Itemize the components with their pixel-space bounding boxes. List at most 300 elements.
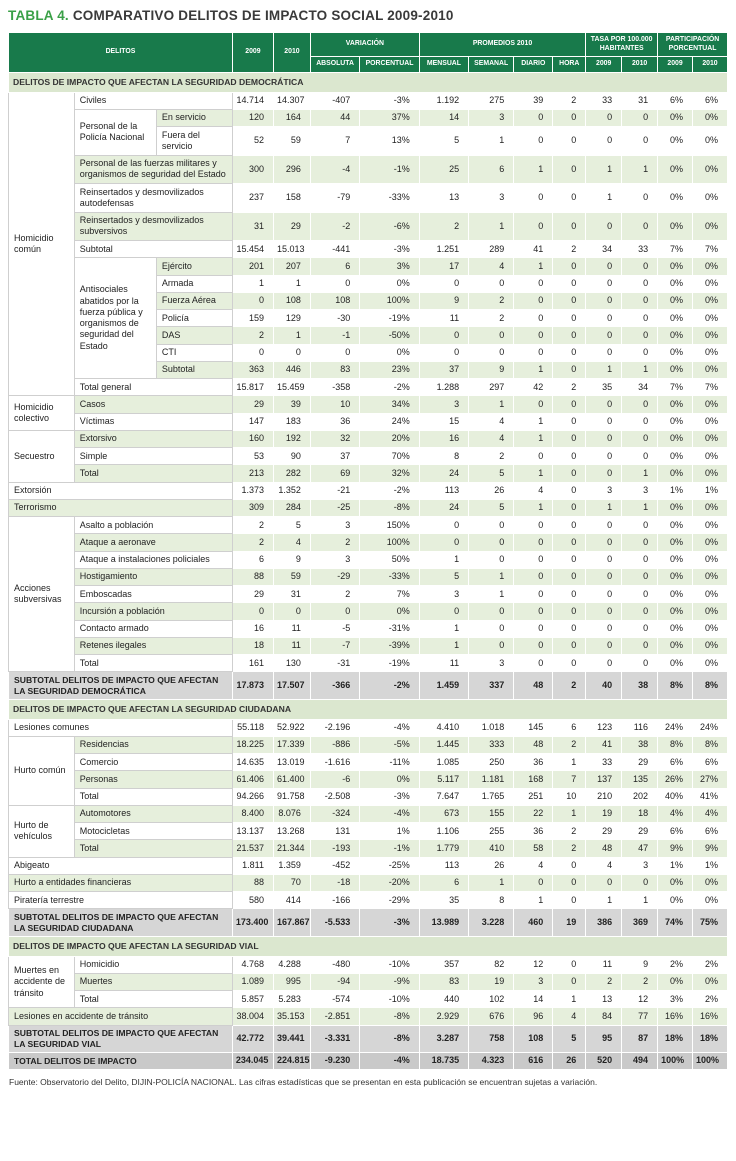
value-cell: -441 bbox=[310, 241, 359, 258]
value-cell: 0 bbox=[622, 275, 658, 292]
value-cell: 0 bbox=[553, 637, 586, 654]
grand-total-label: TOTAL DELITOS DE IMPACTO bbox=[9, 1052, 233, 1069]
value-cell: -33% bbox=[360, 184, 420, 213]
value-cell: 33 bbox=[622, 241, 658, 258]
value-cell: 0 bbox=[622, 874, 658, 891]
row-label: Retenes ilegales bbox=[74, 637, 232, 654]
value-cell: 0 bbox=[586, 620, 622, 637]
value-cell: 0 bbox=[469, 551, 514, 568]
value-cell: 1.192 bbox=[419, 92, 468, 109]
data-row bbox=[9, 109, 728, 126]
value-cell: 0% bbox=[692, 155, 727, 184]
value-cell: 15.013 bbox=[273, 241, 310, 258]
value-cell: 6% bbox=[658, 823, 693, 840]
page-title bbox=[8, 8, 728, 23]
value-cell: 13 bbox=[419, 184, 468, 213]
value-cell: 58 bbox=[514, 840, 553, 857]
value-cell: 2 bbox=[553, 823, 586, 840]
value-cell: 255 bbox=[469, 823, 514, 840]
row-label: Reinsertados y desmovilizados autodefensas bbox=[74, 184, 232, 213]
value-cell: 35.153 bbox=[273, 1008, 310, 1025]
value-cell: 0% bbox=[692, 655, 727, 672]
value-cell: 0 bbox=[514, 534, 553, 551]
section-title: DELITOS DE IMPACTO QUE AFECTAN LA SEGURIDAD CIUDADANA bbox=[9, 699, 728, 719]
value-cell: 0 bbox=[586, 344, 622, 361]
data-row bbox=[9, 379, 728, 396]
value-cell: 0 bbox=[622, 212, 658, 241]
value-cell: 0 bbox=[553, 396, 586, 413]
value-cell: 0 bbox=[514, 327, 553, 344]
row-label: Contacto armado bbox=[74, 620, 232, 637]
value-cell: -6 bbox=[310, 771, 359, 788]
value-cell: 1 bbox=[553, 805, 586, 822]
value-cell: 5.283 bbox=[273, 991, 310, 1008]
data-row bbox=[9, 620, 728, 637]
value-cell: 108 bbox=[273, 292, 310, 309]
value-cell: 0% bbox=[692, 517, 727, 534]
value-cell: 0 bbox=[514, 127, 553, 156]
value-cell: 0% bbox=[692, 465, 727, 482]
data-row bbox=[9, 430, 728, 447]
value-cell: 9% bbox=[692, 840, 727, 857]
value-cell: 6 bbox=[469, 155, 514, 184]
row-label: Hostigamiento bbox=[74, 568, 232, 585]
value-cell: 0 bbox=[586, 586, 622, 603]
value-cell: 14.714 bbox=[232, 92, 273, 109]
subtotal-value: 1.459 bbox=[419, 672, 468, 699]
value-cell: -8% bbox=[360, 1008, 420, 1025]
value-cell: 2% bbox=[692, 956, 727, 973]
value-cell: 37% bbox=[360, 109, 420, 126]
subtotal-value: 386 bbox=[586, 909, 622, 936]
section-title: DELITOS DE IMPACTO QUE AFECTAN LA SEGURIDAD VIAL bbox=[9, 936, 728, 956]
value-cell: 13 bbox=[586, 991, 622, 1008]
value-cell: 36 bbox=[310, 413, 359, 430]
value-cell: 26% bbox=[658, 771, 693, 788]
value-cell: 0 bbox=[514, 448, 553, 465]
value-cell: 26 bbox=[469, 482, 514, 499]
value-cell: 1 bbox=[419, 620, 468, 637]
value-cell: 0% bbox=[692, 310, 727, 327]
value-cell: 113 bbox=[419, 482, 468, 499]
subtotal-value: 108 bbox=[514, 1025, 553, 1052]
value-cell: 1 bbox=[273, 275, 310, 292]
value-cell: -2.851 bbox=[310, 1008, 359, 1025]
value-cell: 5 bbox=[469, 499, 514, 516]
value-cell: 0 bbox=[232, 292, 273, 309]
row-label: Hurto a entidades financieras bbox=[9, 874, 233, 891]
value-cell: 83 bbox=[310, 361, 359, 378]
value-cell: 0 bbox=[553, 973, 586, 990]
value-cell: 40% bbox=[658, 788, 693, 805]
value-cell: 1 bbox=[586, 361, 622, 378]
value-cell: -1% bbox=[360, 840, 420, 857]
value-cell: 6% bbox=[692, 823, 727, 840]
row-label: Subtotal bbox=[74, 241, 232, 258]
value-cell: 10 bbox=[553, 788, 586, 805]
row-label: Extorsivo bbox=[74, 430, 232, 447]
value-cell: 0 bbox=[622, 413, 658, 430]
value-cell: 1 bbox=[469, 212, 514, 241]
value-cell: 0 bbox=[514, 184, 553, 213]
value-cell: 1% bbox=[692, 857, 727, 874]
value-cell: 9% bbox=[658, 840, 693, 857]
value-cell: 0 bbox=[553, 212, 586, 241]
value-cell: 0 bbox=[514, 655, 553, 672]
value-cell: 24 bbox=[419, 465, 468, 482]
value-cell: 296 bbox=[273, 155, 310, 184]
value-cell: 0 bbox=[469, 344, 514, 361]
value-cell: 0 bbox=[586, 275, 622, 292]
value-cell: -31% bbox=[360, 620, 420, 637]
value-cell: 4 bbox=[469, 413, 514, 430]
data-row bbox=[9, 754, 728, 771]
data-row bbox=[9, 396, 728, 413]
subtotal-value: 8% bbox=[692, 672, 727, 699]
value-cell: 160 bbox=[232, 430, 273, 447]
value-cell: 0% bbox=[658, 874, 693, 891]
value-cell: 192 bbox=[273, 430, 310, 447]
grand-total-value: 4.323 bbox=[469, 1052, 514, 1069]
value-cell: 0% bbox=[658, 551, 693, 568]
value-cell: 1 bbox=[586, 155, 622, 184]
value-cell: 94.266 bbox=[232, 788, 273, 805]
row-label: Muertes en accidente de tránsito bbox=[9, 956, 75, 1008]
col-porcentual: PORCENTUAL bbox=[360, 57, 420, 73]
row-label: Secuestro bbox=[9, 430, 75, 482]
value-cell: 11 bbox=[419, 655, 468, 672]
value-cell: 1 bbox=[622, 361, 658, 378]
value-cell: 29 bbox=[232, 396, 273, 413]
value-cell: 0 bbox=[622, 551, 658, 568]
value-cell: 1.811 bbox=[232, 857, 273, 874]
value-cell: 0% bbox=[692, 212, 727, 241]
value-cell: 275 bbox=[469, 92, 514, 109]
value-cell: 0 bbox=[469, 517, 514, 534]
value-cell: 1 bbox=[419, 551, 468, 568]
subtotal-value: 173.400 bbox=[232, 909, 273, 936]
value-cell: 1 bbox=[514, 892, 553, 909]
value-cell: 17 bbox=[419, 258, 468, 275]
value-cell: 0 bbox=[419, 275, 468, 292]
col-mensual: MENSUAL bbox=[419, 57, 468, 73]
value-cell: -19% bbox=[360, 310, 420, 327]
value-cell: 0 bbox=[622, 344, 658, 361]
value-cell: 9 bbox=[469, 361, 514, 378]
value-cell: 0 bbox=[586, 568, 622, 585]
value-cell: 9 bbox=[622, 956, 658, 973]
value-cell: 0 bbox=[586, 874, 622, 891]
value-cell: 6% bbox=[658, 754, 693, 771]
value-cell: 150% bbox=[360, 517, 420, 534]
data-row bbox=[9, 603, 728, 620]
subtotal-value: 87 bbox=[622, 1025, 658, 1052]
value-cell: 410 bbox=[469, 840, 514, 857]
value-cell: -2.508 bbox=[310, 788, 359, 805]
value-cell: 0% bbox=[692, 568, 727, 585]
value-cell: -9% bbox=[360, 973, 420, 990]
row-label: Hurto de vehículos bbox=[9, 805, 75, 857]
value-cell: 35 bbox=[419, 892, 468, 909]
row-label: En servicio bbox=[156, 109, 232, 126]
data-row bbox=[9, 840, 728, 857]
value-cell: 0 bbox=[586, 413, 622, 430]
value-cell: 123 bbox=[586, 719, 622, 736]
subtotal-value: -5.533 bbox=[310, 909, 359, 936]
value-cell: 0% bbox=[658, 327, 693, 344]
value-cell: 23% bbox=[360, 361, 420, 378]
value-cell: 0% bbox=[692, 361, 727, 378]
value-cell: -50% bbox=[360, 327, 420, 344]
row-label: Total bbox=[74, 840, 232, 857]
value-cell: 1 bbox=[514, 258, 553, 275]
value-cell: 37 bbox=[419, 361, 468, 378]
value-cell: 24% bbox=[692, 719, 727, 736]
data-row bbox=[9, 517, 728, 534]
value-cell: 0% bbox=[658, 655, 693, 672]
data-row bbox=[9, 155, 728, 184]
row-label: Ataque a aeronave bbox=[74, 534, 232, 551]
value-cell: 31 bbox=[232, 212, 273, 241]
value-cell: 9 bbox=[273, 551, 310, 568]
crime-comparison-table bbox=[8, 32, 728, 1070]
value-cell: 284 bbox=[273, 499, 310, 516]
data-row bbox=[9, 241, 728, 258]
header-row-groups bbox=[9, 33, 728, 57]
value-cell: -33% bbox=[360, 568, 420, 585]
data-row bbox=[9, 655, 728, 672]
value-cell: 24% bbox=[360, 413, 420, 430]
col-tasa-2009: 2009 bbox=[586, 57, 622, 73]
value-cell: 3 bbox=[419, 396, 468, 413]
value-cell: 18.225 bbox=[232, 736, 273, 753]
subtotal-value: 13.989 bbox=[419, 909, 468, 936]
value-cell: 0% bbox=[658, 310, 693, 327]
value-cell: 17.339 bbox=[273, 736, 310, 753]
value-cell: 0 bbox=[553, 857, 586, 874]
value-cell: 0 bbox=[586, 327, 622, 344]
value-cell: 0 bbox=[553, 874, 586, 891]
value-cell: 0 bbox=[553, 465, 586, 482]
value-cell: 108 bbox=[310, 292, 359, 309]
value-cell: 14.635 bbox=[232, 754, 273, 771]
value-cell: 3 bbox=[469, 109, 514, 126]
data-row bbox=[9, 92, 728, 109]
col-group-promedios: PROMEDIOS 2010 bbox=[419, 33, 585, 57]
value-cell: 202 bbox=[622, 788, 658, 805]
data-row bbox=[9, 482, 728, 499]
value-cell: 20% bbox=[360, 430, 420, 447]
row-label: Extorsión bbox=[9, 482, 233, 499]
value-cell: 0 bbox=[469, 275, 514, 292]
value-cell: 3% bbox=[360, 258, 420, 275]
value-cell: 102 bbox=[469, 991, 514, 1008]
value-cell: 3 bbox=[469, 184, 514, 213]
value-cell: 100% bbox=[360, 292, 420, 309]
subtotal-value: 2 bbox=[553, 672, 586, 699]
subtotal-row bbox=[9, 909, 728, 936]
value-cell: 15.817 bbox=[232, 379, 273, 396]
grand-total-value: 18.735 bbox=[419, 1052, 468, 1069]
value-cell: 15.459 bbox=[273, 379, 310, 396]
value-cell: 1.779 bbox=[419, 840, 468, 857]
section-title: DELITOS DE IMPACTO QUE AFECTAN LA SEGURIDAD DEMOCRÁTICA bbox=[9, 72, 728, 92]
value-cell: 0% bbox=[658, 212, 693, 241]
value-cell: 3 bbox=[622, 482, 658, 499]
row-label: Fuera del servicio bbox=[156, 127, 232, 156]
value-cell: -29 bbox=[310, 568, 359, 585]
value-cell: 446 bbox=[273, 361, 310, 378]
value-cell: 8% bbox=[692, 736, 727, 753]
value-cell: 289 bbox=[469, 241, 514, 258]
value-cell: 414 bbox=[273, 892, 310, 909]
value-cell: 42 bbox=[514, 379, 553, 396]
value-cell: 0% bbox=[658, 155, 693, 184]
value-cell: 0% bbox=[658, 603, 693, 620]
value-cell: 0% bbox=[658, 586, 693, 603]
value-cell: 11 bbox=[586, 956, 622, 973]
value-cell: -11% bbox=[360, 754, 420, 771]
value-cell: 2 bbox=[419, 212, 468, 241]
value-cell: 0% bbox=[658, 361, 693, 378]
value-cell: 0% bbox=[692, 292, 727, 309]
value-cell: 0 bbox=[514, 620, 553, 637]
value-cell: 0 bbox=[553, 448, 586, 465]
row-label: Automotores bbox=[74, 805, 232, 822]
table-number: TABLA 4. bbox=[8, 8, 69, 23]
value-cell: 41% bbox=[692, 788, 727, 805]
table-body bbox=[9, 72, 728, 1069]
value-cell: -1.616 bbox=[310, 754, 359, 771]
subtotal-value: 18% bbox=[692, 1025, 727, 1052]
col-2010: 2010 bbox=[273, 33, 310, 73]
value-cell: 2% bbox=[658, 956, 693, 973]
row-label: Emboscadas bbox=[74, 586, 232, 603]
section-header-row bbox=[9, 936, 728, 956]
value-cell: -193 bbox=[310, 840, 359, 857]
value-cell: 48 bbox=[586, 840, 622, 857]
value-cell: 48 bbox=[514, 736, 553, 753]
value-cell: 0 bbox=[553, 155, 586, 184]
value-cell: 38 bbox=[622, 736, 658, 753]
value-cell: 0 bbox=[232, 344, 273, 361]
value-cell: 6 bbox=[553, 719, 586, 736]
subtotal-value: 18% bbox=[658, 1025, 693, 1052]
value-cell: -20% bbox=[360, 874, 420, 891]
value-cell: 0 bbox=[586, 465, 622, 482]
value-cell: 0 bbox=[419, 517, 468, 534]
subtotal-value: 369 bbox=[622, 909, 658, 936]
value-cell: 0% bbox=[360, 275, 420, 292]
value-cell: 1.089 bbox=[232, 973, 273, 990]
value-cell: 0 bbox=[622, 586, 658, 603]
value-cell: 0% bbox=[658, 973, 693, 990]
value-cell: 90 bbox=[273, 448, 310, 465]
row-label: Total general bbox=[74, 379, 232, 396]
subtotal-value: 17.873 bbox=[232, 672, 273, 699]
subtotal-value: 75% bbox=[692, 909, 727, 936]
value-cell: 2 bbox=[553, 241, 586, 258]
value-cell: 2.929 bbox=[419, 1008, 468, 1025]
row-label: Fuerza Aérea bbox=[156, 292, 232, 309]
value-cell: 0 bbox=[622, 603, 658, 620]
value-cell: 4.288 bbox=[273, 956, 310, 973]
value-cell: 0 bbox=[553, 568, 586, 585]
value-cell: 0 bbox=[469, 327, 514, 344]
value-cell: 2 bbox=[622, 973, 658, 990]
value-cell: -25 bbox=[310, 499, 359, 516]
value-cell: 6% bbox=[692, 754, 727, 771]
value-cell: 0 bbox=[553, 327, 586, 344]
value-cell: 0 bbox=[622, 620, 658, 637]
subtotal-value: 460 bbox=[514, 909, 553, 936]
subtotal-value: -2% bbox=[360, 672, 420, 699]
data-row bbox=[9, 736, 728, 753]
value-cell: 1.373 bbox=[232, 482, 273, 499]
value-cell: -358 bbox=[310, 379, 359, 396]
value-cell: 8.076 bbox=[273, 805, 310, 822]
data-row bbox=[9, 586, 728, 603]
value-cell: 2 bbox=[232, 534, 273, 551]
value-cell: 4.410 bbox=[419, 719, 468, 736]
value-cell: 0 bbox=[622, 534, 658, 551]
data-row bbox=[9, 212, 728, 241]
row-label: Subtotal bbox=[156, 361, 232, 378]
value-cell: 0 bbox=[553, 127, 586, 156]
value-cell: 1.085 bbox=[419, 754, 468, 771]
value-cell: 0 bbox=[586, 603, 622, 620]
value-cell: -2% bbox=[360, 379, 420, 396]
value-cell: 0% bbox=[692, 637, 727, 654]
value-cell: 1 bbox=[514, 361, 553, 378]
value-cell: 4 bbox=[273, 534, 310, 551]
value-cell: 1 bbox=[514, 430, 553, 447]
value-cell: 34 bbox=[586, 241, 622, 258]
value-cell: -1 bbox=[310, 327, 359, 344]
value-cell: 145 bbox=[514, 719, 553, 736]
value-cell: 0 bbox=[273, 603, 310, 620]
value-cell: 39 bbox=[514, 92, 553, 109]
value-cell: 0% bbox=[658, 499, 693, 516]
subtotal-value: -8% bbox=[360, 1025, 420, 1052]
value-cell: 0 bbox=[586, 310, 622, 327]
grand-total-value: -4% bbox=[360, 1052, 420, 1069]
row-label: Incursión a población bbox=[74, 603, 232, 620]
value-cell: 0% bbox=[658, 127, 693, 156]
subtotal-value: -3% bbox=[360, 909, 420, 936]
row-label: Total bbox=[74, 465, 232, 482]
row-label: Homicidio bbox=[74, 956, 232, 973]
data-row bbox=[9, 448, 728, 465]
value-cell: 0 bbox=[514, 344, 553, 361]
row-label: Residencias bbox=[74, 736, 232, 753]
value-cell: -4% bbox=[360, 719, 420, 736]
value-cell: 1 bbox=[469, 874, 514, 891]
value-cell: 2 bbox=[310, 586, 359, 603]
value-cell: 676 bbox=[469, 1008, 514, 1025]
value-cell: 0% bbox=[360, 344, 420, 361]
value-cell: 11 bbox=[273, 637, 310, 654]
value-cell: 1% bbox=[658, 482, 693, 499]
value-cell: 0% bbox=[658, 184, 693, 213]
value-cell: 31 bbox=[273, 586, 310, 603]
value-cell: 19 bbox=[469, 973, 514, 990]
data-row bbox=[9, 857, 728, 874]
value-cell: 0 bbox=[553, 482, 586, 499]
value-cell: 1 bbox=[469, 568, 514, 585]
value-cell: 300 bbox=[232, 155, 273, 184]
value-cell: 53 bbox=[232, 448, 273, 465]
